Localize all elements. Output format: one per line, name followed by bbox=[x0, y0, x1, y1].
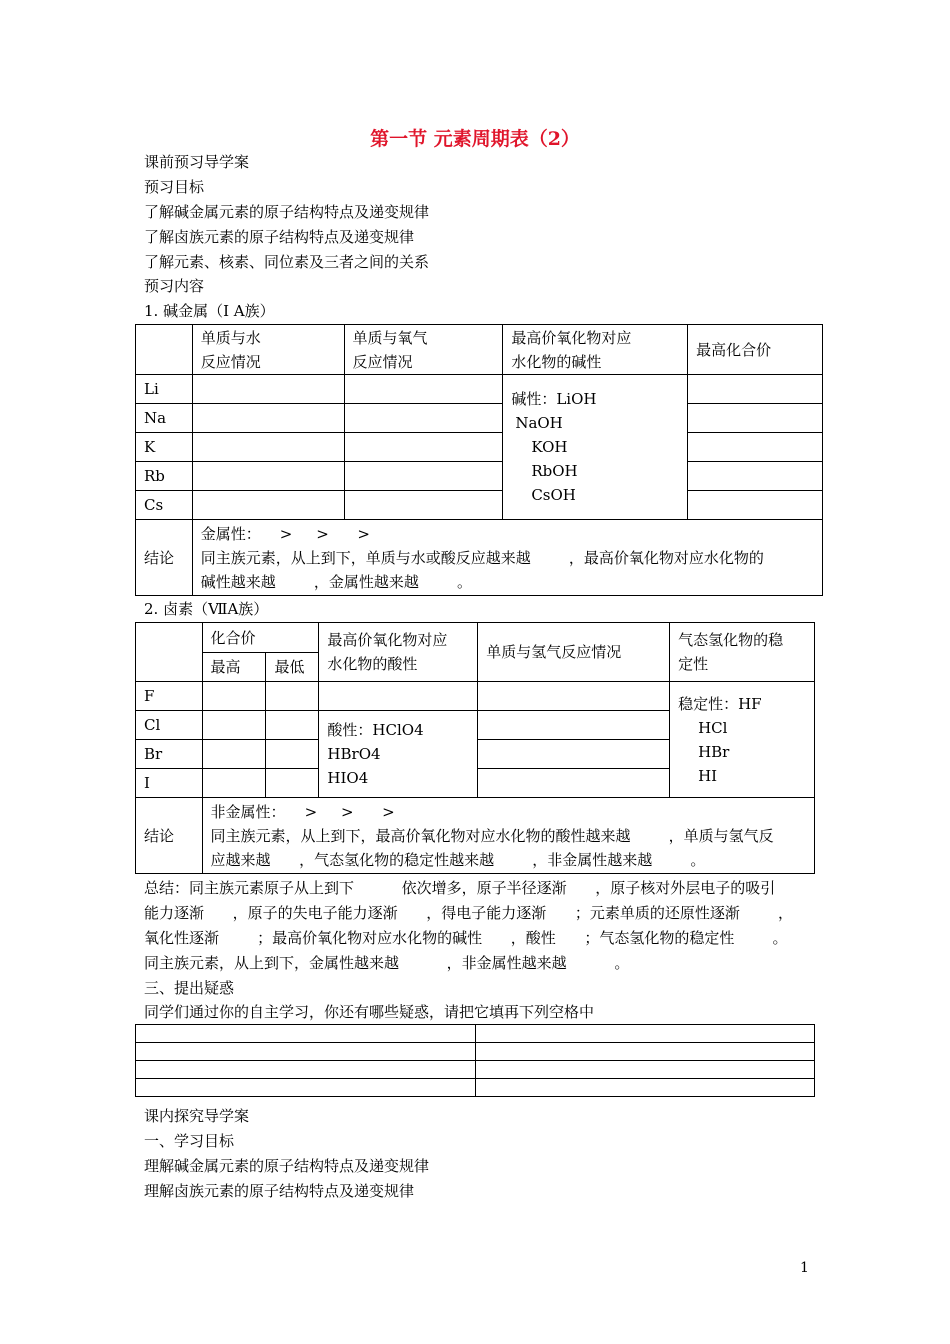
summary-paragraph bbox=[144, 876, 812, 976]
stability-cell: 稳定性：HF HCl HBr HI bbox=[670, 682, 815, 798]
table-cell[interactable] bbox=[344, 433, 503, 462]
table-cell[interactable] bbox=[192, 462, 344, 491]
page-title: 第一节 元素周期表（2） bbox=[370, 128, 580, 150]
table-cell[interactable] bbox=[266, 769, 319, 798]
table-cell[interactable] bbox=[688, 462, 823, 491]
table-cell[interactable] bbox=[266, 682, 319, 711]
table-cell[interactable] bbox=[478, 682, 670, 711]
blank-cell[interactable] bbox=[475, 1025, 815, 1043]
page-number: 1 bbox=[800, 1260, 809, 1276]
summary-line: 氧化性逐渐 ；最高价氧化物对应水化物的碱性 ，酸性 ；气态氢化物的稳定性 。 bbox=[144, 929, 788, 947]
header-acidity: 最高价氧化物对应 水化物的酸性 bbox=[319, 623, 478, 682]
table-cell[interactable] bbox=[192, 491, 344, 520]
alkali-heading: 1. 碱金属（Ⅰ A族） bbox=[144, 302, 275, 320]
conclusion-label: 结论 bbox=[136, 520, 193, 596]
questions-table bbox=[135, 1024, 815, 1097]
acidity-cell: 酸性：HClO4 HBrO4 HIO4 bbox=[319, 711, 478, 798]
table-cell[interactable] bbox=[192, 404, 344, 433]
header-hydrogen-reaction: 单质与氢气反应情况 bbox=[478, 623, 670, 682]
inclass-line-2: 一、学习目标 bbox=[144, 1132, 235, 1150]
halogen-heading: 2. 卤素（ⅦA族） bbox=[144, 600, 269, 618]
row-label-na: Na bbox=[136, 404, 193, 433]
table-cell[interactable] bbox=[266, 711, 319, 740]
basicity-cell: 碱性：LiOH NaOH KOH RbOH CsOH bbox=[503, 375, 688, 520]
inclass-line-3: 理解碱金属元素的原子结构特点及递变规律 bbox=[144, 1157, 430, 1175]
header-highest: 最高 bbox=[202, 653, 266, 682]
intro-line-3: 了解碱金属元素的原子结构特点及递变规律 bbox=[144, 203, 430, 221]
halogen-table bbox=[135, 622, 815, 874]
table-corner-cell bbox=[136, 325, 193, 375]
table-cell[interactable] bbox=[202, 711, 266, 740]
table-cell[interactable] bbox=[202, 769, 266, 798]
header-hydride-stability: 气态氢化物的稳 定性 bbox=[670, 623, 815, 682]
row-label-cs: Cs bbox=[136, 491, 193, 520]
table-cell[interactable] bbox=[202, 740, 266, 769]
intro-line-4: 了解卤族元素的原子结构特点及递变规律 bbox=[144, 228, 415, 246]
questions-heading: 三、提出疑惑 bbox=[144, 979, 235, 997]
row-label-rb: Rb bbox=[136, 462, 193, 491]
table-cell[interactable] bbox=[192, 433, 344, 462]
intro-line-2: 预习目标 bbox=[144, 178, 205, 196]
alkali-metal-table bbox=[135, 324, 823, 596]
summary-line: 能力逐渐 ，原子的失电子能力逐渐 ，得电子能力逐渐 ；元素单质的还原性逐渐 ， bbox=[144, 904, 793, 922]
intro-line-6: 预习内容 bbox=[144, 277, 205, 295]
header-highest-valence: 最高化合价 bbox=[688, 325, 823, 375]
header-hydroxide-basicity: 最高价氧化物对应 水化物的碱性 bbox=[503, 325, 688, 375]
row-label-k: K bbox=[136, 433, 193, 462]
blank-cell[interactable] bbox=[475, 1061, 815, 1079]
header-valence: 化合价 bbox=[202, 623, 319, 653]
table-cell[interactable] bbox=[202, 682, 266, 711]
row-label-cl: Cl bbox=[136, 711, 203, 740]
table-cell[interactable] bbox=[319, 682, 478, 711]
row-label-li: Li bbox=[136, 375, 193, 404]
blank-cell[interactable] bbox=[475, 1043, 815, 1061]
blank-cell[interactable] bbox=[475, 1079, 815, 1097]
conclusion-text: 非金属性： > > > 同主族元素，从上到下，最高价氧化物对应水化物的酸性越来越 ，单质与氢气反 应越来越 ，气态氢化物的稳定性越来越 ，非金属性越来越 。 bbox=[202, 798, 815, 874]
summary-line: 同主族元素，从上到下，金属性越来越 ，非金属性越来越 。 bbox=[144, 954, 630, 972]
questions-prompt: 同学们通过你的自主学习，你还有哪些疑惑，请把它填再下列空格中 bbox=[144, 1003, 595, 1021]
header-oxygen-reaction: 单质与氧气 反应情况 bbox=[344, 325, 503, 375]
conclusion-text: 金属性： > > > 同主族元素，从上到下，单质与水或酸反应越来越 ，最高价氧化物对应水化物的 碱性越来越 ，金属性越来越 。 bbox=[192, 520, 822, 596]
table-cell[interactable] bbox=[344, 462, 503, 491]
intro-line-5: 了解元素、核素、同位素及三者之间的关系 bbox=[144, 253, 430, 271]
table-cell[interactable] bbox=[266, 740, 319, 769]
header-lowest: 最低 bbox=[266, 653, 319, 682]
summary-line: 总结：同主族元素原子从上到下 依次增多，原子半径逐渐 ，原子核对外层电子的吸引 bbox=[144, 879, 776, 897]
table-cell[interactable] bbox=[688, 491, 823, 520]
row-label-f: F bbox=[136, 682, 203, 711]
table-cell[interactable] bbox=[478, 769, 670, 798]
table-cell[interactable] bbox=[344, 375, 503, 404]
conclusion-label: 结论 bbox=[136, 798, 203, 874]
table-cell[interactable] bbox=[688, 433, 823, 462]
inclass-line-1: 课内探究导学案 bbox=[144, 1107, 250, 1125]
row-label-i: I bbox=[136, 769, 203, 798]
table-corner-cell bbox=[136, 623, 203, 682]
table-cell[interactable] bbox=[688, 375, 823, 404]
table-cell[interactable] bbox=[344, 404, 503, 433]
header-water-reaction: 单质与水 反应情况 bbox=[192, 325, 344, 375]
table-cell[interactable] bbox=[478, 740, 670, 769]
blank-cell[interactable] bbox=[136, 1025, 476, 1043]
blank-cell[interactable] bbox=[136, 1079, 476, 1097]
table-cell[interactable] bbox=[192, 375, 344, 404]
table-cell[interactable] bbox=[478, 711, 670, 740]
intro-line-1: 课前预习导学案 bbox=[144, 153, 250, 171]
blank-cell[interactable] bbox=[136, 1061, 476, 1079]
table-cell[interactable] bbox=[688, 404, 823, 433]
table-cell[interactable] bbox=[344, 491, 503, 520]
blank-cell[interactable] bbox=[136, 1043, 476, 1061]
inclass-line-4: 理解卤族元素的原子结构特点及递变规律 bbox=[144, 1182, 415, 1200]
row-label-br: Br bbox=[136, 740, 203, 769]
